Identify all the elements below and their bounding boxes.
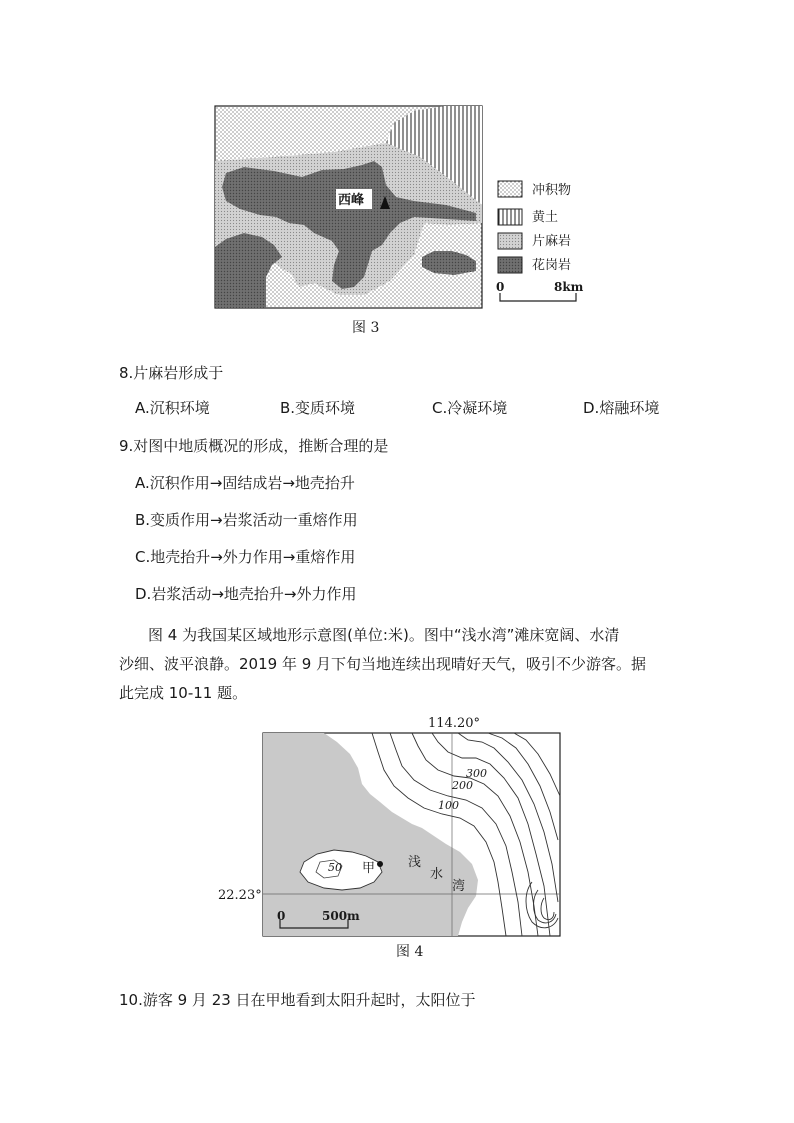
q9-option-b: B.变质作用→岩浆活动一重熔作用 [135, 511, 358, 529]
bay-char-3: 湾 [452, 879, 466, 894]
scale-4-start: 0 [277, 909, 286, 923]
peak-label: 西峰 [338, 193, 365, 208]
q8-option-c: C.冷凝环境 [432, 399, 508, 417]
figure-4-caption: 图 4 [396, 944, 424, 960]
point-jia-marker [377, 861, 383, 867]
legend-swatch-granite [498, 257, 522, 273]
longitude-label: 114.20° [428, 716, 480, 731]
contour-label-200: 200 [452, 779, 473, 792]
legend-label-alluvium: 冲积物 [532, 183, 572, 198]
intro-line-2: 沙细、波平浪静。2019 年 9 月下旬当地连续出现晴好天气，吸引不少游客。据 [119, 655, 647, 673]
legend-label-loess: 黄土 [532, 210, 559, 225]
intro-line-1: 图 4 为我国某区域地形示意图(单位:米)。图中“浅水湾”滩床宽阔、水清 [148, 626, 620, 644]
q9-stem: 9.对图中地质概况的形成，推断合理的是 [119, 437, 389, 455]
q10-stem: 10.游客 9 月 23 日在甲地看到太阳升起时，太阳位于 [119, 991, 476, 1009]
intro-line-3: 此完成 10-11 题。 [119, 684, 248, 702]
bay-char-1: 浅 [408, 855, 422, 870]
q9-option-a: A.沉积作用→固结成岩→地壳抬升 [135, 474, 355, 492]
legend-label-granite: 花岗岩 [532, 258, 572, 273]
figure-3-caption: 图 3 [352, 320, 380, 336]
legend-swatch-alluvium [498, 181, 522, 197]
q9-option-d: D.岩浆活动→地壳抬升→外力作用 [135, 585, 357, 603]
figure-4 [262, 732, 562, 938]
latitude-label: 22.23° [218, 888, 262, 903]
q8-option-a: A.沉积环境 [135, 399, 210, 417]
scale-3-start: 0 [496, 280, 505, 294]
bay-char-2: 水 [430, 867, 444, 882]
q8-option-b: B.变质环境 [280, 399, 356, 417]
legend-swatch-gneiss [498, 233, 522, 249]
scale-4-end: 500m [322, 909, 360, 923]
legend-swatch-loess [498, 209, 522, 225]
legend-label-gneiss: 片麻岩 [532, 234, 572, 249]
figure-3 [214, 105, 594, 341]
figure-4-map [262, 732, 562, 938]
place-jia-label: 甲 [362, 861, 376, 876]
contour-label-300: 300 [466, 767, 487, 780]
contour-label-100: 100 [438, 799, 459, 812]
scale-3-end: 8km [554, 280, 584, 294]
q9-option-c: C.地壳抬升→外力作用→重熔作用 [135, 548, 356, 566]
q8-stem: 8.片麻岩形成于 [119, 364, 224, 382]
contour-label-50: 50 [328, 861, 342, 874]
q8-option-d: D.熔融环境 [583, 399, 660, 417]
